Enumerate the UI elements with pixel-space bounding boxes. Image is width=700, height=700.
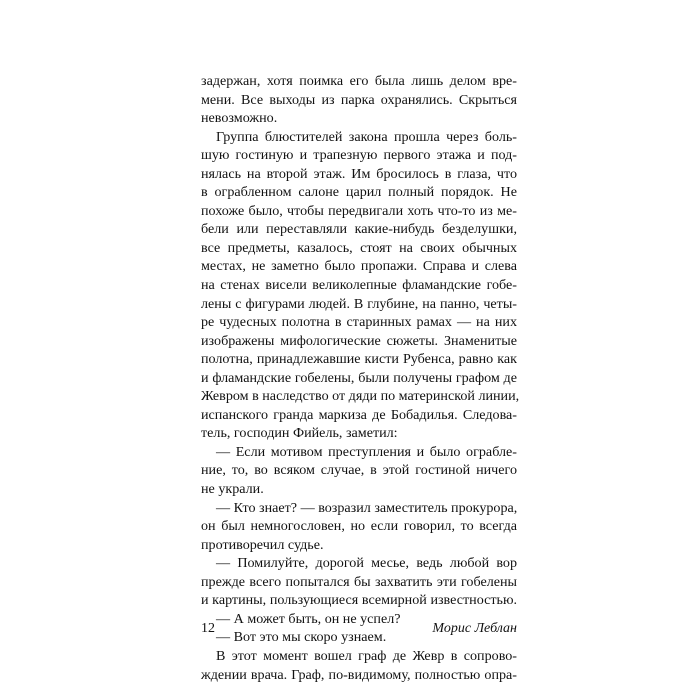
text-line: и картины, пользующиеся всемирной известностью. <box>201 592 517 609</box>
text-line: Группа блюстителей закона прошла через боль- <box>216 128 517 145</box>
text-line: противоречил судье. <box>201 536 324 553</box>
text-line: прежде всего попытался бы захватить эти гобелены <box>201 573 517 590</box>
text-line: похоже было, чтобы передвигали хоть что-то из ме- <box>201 202 517 219</box>
text-line: мени. Все выходы из парка охранялись. Скрыться <box>201 91 517 108</box>
text-line: и фламандские гобелены, были получены графом де <box>201 369 517 386</box>
running-author: Морис Леблан <box>432 621 517 636</box>
text-line: — А может быть, он не успел? <box>216 610 401 627</box>
text-line: задержан, хотя поимка его была лишь делом вре- <box>201 73 517 89</box>
text-line: — Если мотивом преступления и было ограбле- <box>216 443 517 460</box>
text-line: в ограбленном салоне царил полный порядок. Не <box>201 184 517 201</box>
text-line: полотна, принадлежавшие кисти Рубенса, равно как <box>201 351 517 368</box>
text-line: невозможно. <box>201 110 278 127</box>
text-line: шую гостиную и трапезную первого этажа и под- <box>201 147 517 164</box>
text-line: все предметы, казалось, стоят на своих обычных <box>201 239 517 256</box>
text-line: ние, то, во всяком случае, в этой гостиной ничего <box>201 462 517 479</box>
text-line: изображены мифологические сюжеты. Знаменитые <box>201 332 517 349</box>
body-text <box>201 72 520 684</box>
text-line: испанского гранда маркиза де Бобадилья. Следова- <box>201 406 517 423</box>
text-line: не украли. <box>201 481 264 498</box>
text-line: Жевром в наследство от дяди по материнской линии, <box>201 388 520 405</box>
text-line: лены с фигурами людей. В глубине, на панно, четы- <box>201 295 517 312</box>
text-line: — Кто знает? — возразил заместитель прокурора, <box>216 499 518 516</box>
text-line: нялась на второй этаж. Им бросилось в глаза, что <box>201 165 517 182</box>
text-line: ждении врача. Граф, по-видимому, полностью опра- <box>201 666 517 683</box>
text-line: — Помилуйте, дорогой месье, ведь любой вор <box>216 555 517 572</box>
text-line: местах, не заметно было пропажи. Справа и слева <box>201 258 517 275</box>
text-line: бели или переставляли какие-нибудь безделушки, <box>201 221 517 238</box>
text-line: — Вот это мы скоро узнаем. <box>216 629 387 646</box>
text-line: он был немногословен, но если говорил, то всегда <box>201 518 517 535</box>
text-line: тель, господин Фийель, заметил: <box>201 425 398 442</box>
text-line: на стенах висели великолепные фламандские гобе- <box>201 277 517 294</box>
page-number: 12 <box>201 621 215 636</box>
text-line: В этот момент вошел граф де Жевр в сопрово- <box>216 647 517 664</box>
text-line: ре чудесных полотна в старинных рамах — на них <box>201 314 517 331</box>
